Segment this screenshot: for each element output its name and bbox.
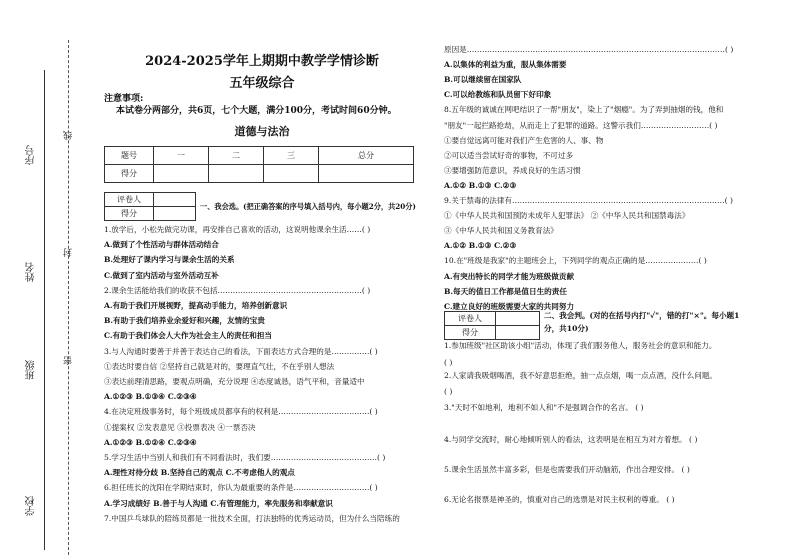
question-line: ③《中华人民共和国义务教育法》 (444, 226, 558, 236)
score-input-cell[interactable] (154, 165, 209, 183)
question-line: C.建立良好的班级需要大家的共同努力 (444, 301, 575, 311)
question-line: A.做到了个性活动与群体活动结合 (104, 240, 219, 250)
score-input-cell[interactable] (209, 165, 264, 183)
grader-input-cell[interactable] (154, 207, 196, 221)
score-cell: 三 (264, 147, 319, 165)
question-line: A.①②③ B.①②④ C.②③④ (104, 437, 197, 447)
grader-input-cell[interactable] (496, 312, 540, 326)
judge-question-line: 1.参加班级"社区助该小组"活动，体现了我们服务他人，服务社会的意识和能力。 (444, 341, 717, 350)
seal-mark-mi: 密 (64, 356, 74, 365)
question-line: A.理性对待分歧 B.坚持自己的观点 C.不考虑他人的观点 (104, 468, 295, 478)
info-underline (44, 70, 45, 550)
question-line: 1.放学后，小松先做完功课，再安排自己喜欢的活动，这说明他课余生活……( ) (104, 225, 371, 234)
question-line: C.做到了室内活动与室外活动互补 (104, 270, 219, 280)
question-line: 10.在"班级是我家"的主题班会上，下列同学的观点正确的是…………………( ) (444, 256, 707, 266)
score-cell: 总分 (319, 147, 414, 165)
grader-input-cell[interactable] (154, 193, 196, 207)
judge-question-line: 2.人家请我吸烟喝酒，我不好意思拒绝，抽一点点烟，喝一点点酒，没什么问题。 (444, 371, 718, 380)
question-line: A.以集体的利益为重，服从集体需要 (444, 60, 567, 70)
notice-heading: 注意事项: (104, 94, 144, 104)
question-line: 原因是…………………………………………………………………………………………( ) (444, 45, 734, 54)
question-line: C.可以给教练和队员留下好印象 (444, 90, 552, 100)
question-line: ②可以适当尝试好奇的事物，不可过多 (444, 150, 574, 160)
question-line: ③要增强防范意识，养成良好的生活习惯 (444, 165, 581, 175)
question-line: B.可以继续留在国家队 (444, 75, 522, 85)
question-line: B.每天的值日工作都是值日生的责任 (444, 286, 567, 296)
seal-mark-feng: 封 (64, 248, 74, 257)
question-line: 6.担任班长的沈阳在学期结束时，你认为最重要的条件是…………………………( ) (104, 483, 378, 493)
question-line: ①《中华人民共和国预防未成年人犯罪法》 ②《中华人民共和国禁毒法》 (444, 211, 690, 221)
grader-label: 评卷人 (445, 312, 496, 326)
label-school: 学校 (26, 496, 37, 516)
grader-input-cell[interactable] (496, 326, 540, 340)
question-line: A.学习成绩好 B.善于与人沟通 C.有管理能力，率先服务和奉献意识 (104, 498, 333, 508)
judge-question-line: 5.课余生活虽然丰富多彩，但是也需要我们开动脑筋，作出合理安排。 ( ) (444, 465, 690, 474)
question-line: 5.学习生活中当别人和我们有不同看法时，我们要……………………………………( ) (104, 453, 386, 462)
label-name: 姓名 (26, 262, 37, 282)
score-cell: 一 (154, 147, 209, 165)
question-line: 2.课余生活能给我们的收获不包括…………………………………………………( ) (104, 285, 371, 295)
grader-box-1 (104, 192, 196, 221)
grader-box-2 (444, 311, 540, 340)
label-seat-number: 序号 (26, 145, 37, 165)
question-line: B.有助于我们培养业余爱好和兴趣，友情的宝贵 (104, 316, 265, 326)
section2-heading: 二、我会判。(对的在括号内打"✓"，错的打"×"。每小题1 (544, 311, 740, 320)
question-line: ①表达时要自信 ②坚持自己就是对的，要理直气壮，不在乎别人想法 (104, 361, 335, 371)
question-line: 3.与人沟通时要善于并善于表达自己的看法，下面表达方式合理的是……………( ) (104, 346, 378, 356)
score-input-cell[interactable] (319, 165, 414, 183)
judge-question-line: ( ) (444, 358, 453, 367)
notice-body: 本试卷分两部分，共6页，七个大题，满分100分，考试时间60分钟。 (116, 106, 397, 116)
score-cell: 二 (209, 147, 264, 165)
question-line: A.①② B.①③ C.②③ (444, 241, 517, 251)
question-line: A.①② B.①③ C.②③ (444, 180, 517, 190)
score-cell: 题号 (105, 147, 154, 165)
question-line: 8.五年级的诚诚在网吧结识了一帮"朋友"，染上了"烟瘾"。为了弄到抽烟的钱，他和 (444, 105, 724, 115)
section1-heading: 一、我会选。(把正确答案的序号填入括号内，每小题2分，共20分) (200, 202, 416, 211)
score-table-score-row (105, 165, 414, 183)
grader-label: 得分 (105, 207, 154, 221)
question-line: 7.中国乒乓球队的陪练员都是一批技术全面，打法独特的优秀运动员，但为什么当陪练的 (104, 513, 400, 523)
grader-label: 得分 (445, 326, 496, 340)
label-class: 班级 (26, 360, 37, 380)
seal-dashed-line (68, 40, 69, 555)
judge-question-line: 4.与同学交流时，耐心地倾听别人的看法，这表明是在相互为对方着想。 ( ) (444, 435, 698, 444)
question-line: A.有突出特长的同学才能为班级做贡献 (444, 271, 575, 281)
score-cell: 得分 (105, 165, 154, 183)
subject-title: 道德与法治 (234, 125, 290, 138)
question-line: ①要自觉远离可能对我们产生危害的人、事、物 (444, 135, 604, 145)
judge-question-line: 6.无论名报票是神圣的，慎重对自己的选票是对民主权利的尊重。 ( ) (444, 495, 675, 504)
question-line: C.有助于我们体会人大作为社会主人的责任和担当 (104, 331, 273, 341)
question-line: ①提案权 ②发表意见 ③投票表决 ④一票否决 (104, 422, 256, 432)
section2-heading-cont: 分，共10分) (544, 324, 589, 333)
question-line: A.有助于我们开展视野，提高动手能力，培养创新意识 (104, 301, 288, 310)
judge-question-line: ( ) (444, 387, 453, 396)
binding-margin (0, 0, 90, 560)
score-input-cell[interactable] (264, 165, 319, 183)
score-table (104, 146, 414, 183)
question-line: A.①②③ B.①③④ C.②③④ (104, 392, 197, 402)
question-line: 4.在决定班级事务时，每个班级成员都享有的权利是………………………………( ) (104, 407, 378, 417)
seal-mark-xian: 线 (64, 131, 74, 140)
question-line: "朋友"一起拦路抢劫，从而走上了犯罪的道路。这警示我们………………………( ) (444, 120, 718, 130)
exam-subtitle: 五年级综合 (229, 76, 295, 91)
grader-label: 评卷人 (105, 193, 154, 207)
exam-title: 2024-2025学年上期期中教学学情诊断 (145, 54, 379, 69)
question-line: B.处理好了课内学习与课余生活的关系 (104, 255, 235, 265)
judge-question-line: 3."天时不如地利，地利不如人和"不是强调合作的名言。 ( ) (444, 403, 644, 412)
question-line: 9.关于禁毒的法律有…………………………………………………………………………( ) (444, 196, 733, 205)
score-table-header-row (105, 147, 414, 165)
question-line: ③表达前理清思路，要观点明确，充分说理 ④态度诚恳，语气平和，音量适中 (104, 377, 365, 386)
